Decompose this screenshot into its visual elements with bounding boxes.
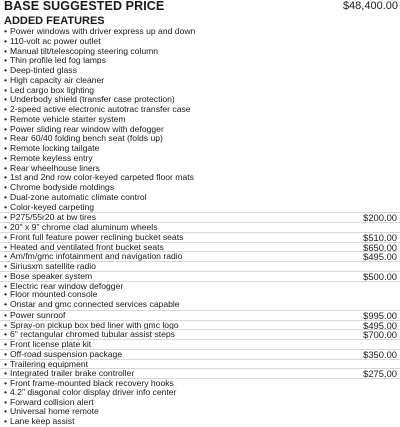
feature-label: Power windows with driver express up and down: [10, 26, 196, 36]
feature-label: Remote vehicle starter system: [10, 113, 126, 124]
feature-label: Rear 60/40 folding bench seat (folds up): [10, 133, 163, 144]
bullet-icon: •: [4, 104, 8, 114]
feature-label: 2-speed active electronic autotrac transfer case: [10, 104, 191, 114]
feature-price: $275.00: [363, 368, 397, 380]
bullet-icon: •: [4, 113, 8, 124]
bullet-icon: •: [4, 241, 8, 252]
bullet-icon: •: [4, 84, 8, 95]
bullet-icon: •: [4, 319, 8, 330]
feature-label: Thin profile led fog lamps: [10, 55, 107, 66]
base-price-title: BASE SUGGESTED PRICE: [4, 0, 165, 13]
bullet-icon: •: [4, 406, 8, 417]
feature-row: [0, 261, 400, 271]
feature-list: [0, 27, 400, 427]
bullet-icon: •: [4, 289, 8, 300]
feature-label: Underbody shield (transfer case protection): [10, 94, 175, 105]
feature-label: Universal home remote: [10, 406, 99, 417]
feature-price: $495.00: [363, 251, 397, 263]
feature-row: [0, 329, 400, 339]
feature-row: [0, 203, 400, 213]
bullet-icon: •: [4, 94, 8, 105]
added-features-heading: ADDED FEATURES: [4, 15, 105, 27]
feature-label: 20" x 9" chrome clad aluminum wheels: [10, 222, 158, 232]
feature-label: Bose speaker system: [10, 270, 93, 281]
feature-row: [0, 300, 400, 310]
bullet-icon: •: [4, 65, 8, 75]
feature-label: Integrated trailer brake controller: [10, 368, 135, 379]
bullet-icon: •: [4, 191, 8, 202]
bullet-icon: •: [4, 280, 8, 291]
feature-row: [0, 349, 400, 359]
feature-label: Rear wheelhouse liners: [10, 162, 100, 173]
feature-label: Deep-tinted glass: [10, 65, 77, 75]
feature-price: $200.00: [363, 212, 397, 224]
feature-price: $350.00: [363, 348, 397, 360]
feature-row: [0, 407, 400, 417]
base-price-value: $48,400.00: [342, 0, 398, 12]
bullet-icon: •: [4, 123, 8, 134]
feature-row: [0, 368, 400, 378]
feature-label: Front full feature power reclining bucket seats: [10, 231, 184, 242]
feature-row: [0, 339, 400, 349]
bullet-icon: •: [4, 261, 8, 271]
bullet-icon: •: [4, 358, 8, 369]
feature-label: Front frame-mounted black recovery hooks: [10, 378, 174, 388]
feature-row: [0, 242, 400, 252]
feature-label: Heated and ventilated front bucket seats: [10, 241, 164, 252]
feature-label: Forward collision alert: [10, 396, 94, 407]
feature-row: [0, 212, 400, 222]
bullet-icon: •: [4, 329, 8, 340]
feature-row: [0, 359, 400, 369]
feature-label: P275/55r20 at bw tires: [10, 212, 96, 223]
feature-label: Remote keyless entry: [10, 152, 93, 163]
feature-label: Onstar and gmc connected services capable: [10, 299, 180, 309]
feature-row: [0, 271, 400, 281]
feature-price: $700.00: [363, 329, 397, 341]
feature-label: Dual-zone automatic climate control: [10, 191, 147, 202]
feature-price: $500.00: [363, 270, 397, 282]
feature-row: [0, 417, 400, 427]
feature-label: Electric rear window defogger: [10, 280, 124, 291]
feature-label: Front license plate kit: [10, 339, 92, 349]
bullet-icon: •: [4, 45, 8, 56]
bullet-icon: •: [4, 152, 8, 163]
feature-price: $495.00: [363, 319, 397, 331]
feature-row: [0, 251, 400, 261]
feature-label: High capacity air cleaner: [10, 74, 105, 85]
bullet-icon: •: [4, 182, 8, 192]
feature-label: 1st and 2nd row color-keyed carpeted floor mats: [10, 172, 194, 183]
bullet-icon: •: [4, 339, 8, 349]
feature-price: $995.00: [363, 309, 397, 321]
feature-row: [0, 320, 400, 330]
feature-label: 4.2" diagonal color display driver info center: [10, 386, 177, 397]
feature-label: Lane keep assist: [10, 416, 75, 426]
bullet-icon: •: [4, 212, 8, 223]
feature-label: Led cargo box lighting: [10, 84, 95, 95]
bullet-icon: •: [4, 386, 8, 397]
feature-row: [0, 232, 400, 242]
feature-label: Floor mounted console: [10, 289, 98, 300]
feature-price: $650.00: [363, 241, 397, 253]
bullet-icon: •: [4, 270, 8, 281]
feature-price: $510.00: [363, 231, 397, 243]
feature-label: Off-road suspension package: [10, 348, 123, 359]
bullet-icon: •: [4, 143, 8, 153]
bullet-icon: •: [4, 162, 8, 173]
feature-label: Chrome bodyside moldings: [10, 182, 115, 192]
bullet-icon: •: [4, 35, 8, 46]
bullet-icon: •: [4, 299, 8, 309]
feature-row: [0, 222, 400, 232]
feature-label: Am/fm/gmc infotainment and navigation radio: [10, 251, 183, 262]
feature-row: [0, 398, 400, 408]
feature-label: Manual tilt/telescoping steering column: [10, 45, 159, 56]
bullet-icon: •: [4, 368, 8, 379]
feature-row: [0, 310, 400, 320]
feature-label: 110-volt ac power outlet: [10, 35, 101, 46]
feature-label: Remote locking tailgate: [10, 143, 100, 153]
bullet-icon: •: [4, 74, 8, 85]
feature-label: Color-keyed carpeting: [10, 201, 95, 212]
bullet-icon: •: [4, 378, 8, 388]
feature-label: Spray-on pickup box bed liner with gmc logo: [10, 319, 179, 330]
bullet-icon: •: [4, 309, 8, 320]
bullet-icon: •: [4, 172, 8, 183]
bullet-icon: •: [4, 133, 8, 144]
feature-label: Siriusxm satellite radio: [10, 261, 96, 271]
bullet-icon: •: [4, 26, 8, 36]
feature-label: Power sliding rear window with defogger: [10, 123, 164, 134]
feature-label: Power sunroof: [10, 309, 66, 320]
bullet-icon: •: [4, 201, 8, 212]
feature-label: Trailering equipment: [10, 358, 89, 369]
bullet-icon: •: [4, 416, 8, 426]
feature-label: 6" rectangular chromed tubular assist steps: [10, 329, 175, 340]
bullet-icon: •: [4, 251, 8, 262]
bullet-icon: •: [4, 55, 8, 66]
bullet-icon: •: [4, 348, 8, 359]
bullet-icon: •: [4, 231, 8, 242]
bullet-icon: •: [4, 222, 8, 232]
bullet-icon: •: [4, 396, 8, 407]
price-header: [0, 0, 400, 14]
